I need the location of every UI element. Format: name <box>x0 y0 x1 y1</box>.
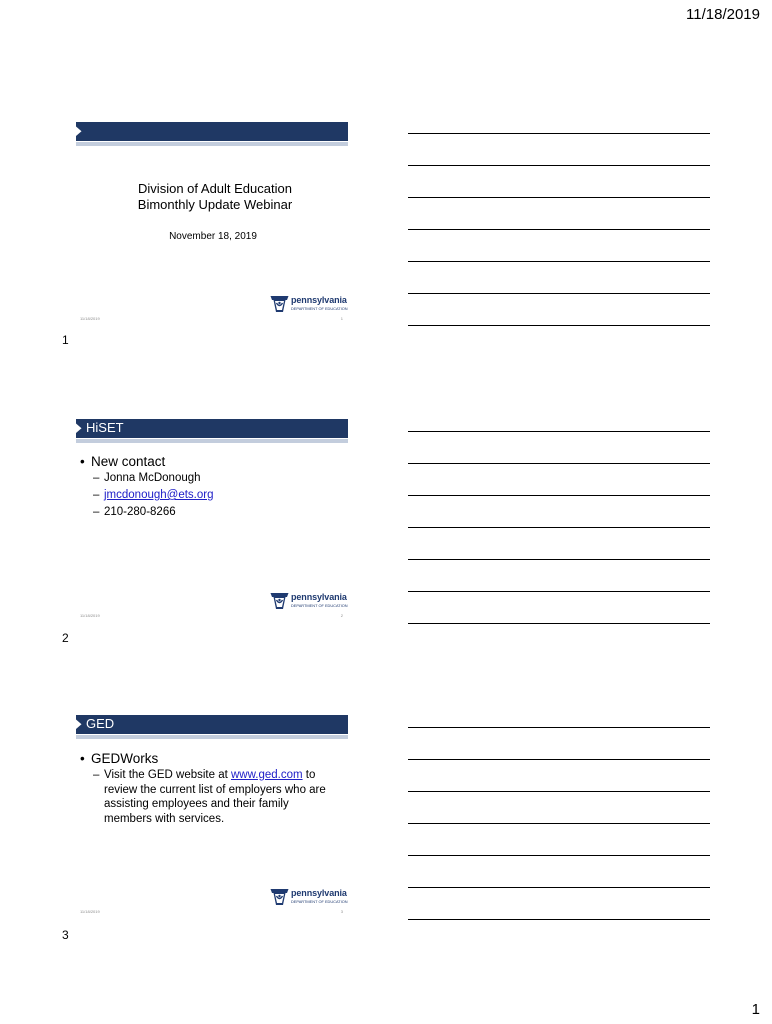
note-line <box>408 887 710 919</box>
pennsylvania-education-logo <box>270 295 348 313</box>
logo-tagline: DEPARTMENT OF EDUCATION <box>291 602 348 608</box>
pennsylvania-education-logo <box>270 592 348 610</box>
ged-website-link[interactable]: www.ged.com <box>230 769 303 781</box>
notes-lines <box>408 431 710 656</box>
note-line <box>408 325 710 357</box>
slide-label: 1 <box>62 333 69 347</box>
slide-title-line: Bimonthly Update Webinar <box>137 197 293 212</box>
keystone-icon <box>270 295 289 313</box>
note-line <box>408 293 710 325</box>
chevron-right-icon <box>76 717 82 732</box>
sub-item <box>93 504 342 521</box>
note-line <box>408 463 710 495</box>
bullet-item <box>80 750 342 767</box>
sub-text-after-link: to review the current list of employers who are assisting employees and their family members with services. <box>104 769 326 825</box>
pennsylvania-education-logo <box>270 888 348 906</box>
note-line <box>408 791 710 823</box>
bullet-list <box>80 750 342 826</box>
slide-header-bar <box>76 419 348 438</box>
keystone-icon <box>270 888 289 906</box>
note-line <box>408 823 710 855</box>
sub-item <box>93 470 342 487</box>
page-date: 11/18/2019 <box>686 6 760 23</box>
slide-header-bar <box>76 715 348 734</box>
slide-header-bar <box>76 122 348 141</box>
note-line <box>408 623 710 655</box>
dash-marker: – <box>93 506 100 518</box>
bullet-text: GEDWorks <box>91 751 159 766</box>
slide-label: 2 <box>62 631 69 645</box>
chevron-right-icon <box>76 124 82 139</box>
note-line <box>408 495 710 527</box>
slide-footer-number: 3 <box>340 909 343 914</box>
note-line <box>408 431 710 463</box>
contact-phone: 210-280-8266 <box>104 506 176 518</box>
dash-marker: – <box>93 769 100 781</box>
slide-footer-date: 11/18/2019 <box>80 909 100 914</box>
logo-tagline: DEPARTMENT OF EDUCATION <box>291 305 348 311</box>
bullet-text: New contact <box>91 454 166 469</box>
slide-title <box>79 181 351 213</box>
note-line <box>408 527 710 559</box>
dash-marker: – <box>93 472 100 484</box>
bullet-list <box>80 453 342 521</box>
slide-footer-number: 1 <box>340 316 343 321</box>
note-line <box>408 591 710 623</box>
contact-name: Jonna McDonough <box>104 472 201 484</box>
notes-lines <box>408 133 710 358</box>
keystone-icon <box>270 592 289 610</box>
chevron-right-icon <box>76 421 82 436</box>
dash-marker: – <box>93 489 100 501</box>
bullet-marker: • <box>80 454 85 469</box>
page-number: 1 <box>751 1001 760 1018</box>
slide-heading: HiSET <box>86 420 124 435</box>
slide-1 <box>76 118 348 322</box>
note-line <box>408 133 710 165</box>
note-line <box>408 165 710 197</box>
bullet-marker: • <box>80 751 85 766</box>
note-line <box>408 229 710 261</box>
note-line <box>408 759 710 791</box>
note-line <box>408 261 710 293</box>
slide-footer-date: 11/18/2019 <box>80 316 100 321</box>
slide-title-line: Division of Adult Education <box>138 181 292 196</box>
logo-wordmark: pennsylvania <box>291 592 347 602</box>
sub-item <box>93 487 342 504</box>
note-line <box>408 727 710 759</box>
sub-item-text <box>104 768 334 826</box>
slide-label: 3 <box>62 928 69 942</box>
slide-heading: GED <box>86 716 115 731</box>
slide-header-stripe <box>76 735 348 739</box>
bullet-item <box>80 453 342 470</box>
slide-footer-date: 11/18/2019 <box>80 613 100 618</box>
slide-2 <box>76 415 348 619</box>
slide-header-stripe <box>76 142 348 146</box>
slide-date: November 18, 2019 <box>169 231 257 242</box>
slide-3 <box>76 711 348 915</box>
logo-wordmark: pennsylvania <box>291 888 347 898</box>
note-line <box>408 197 710 229</box>
logo-tagline: DEPARTMENT OF EDUCATION <box>291 898 348 904</box>
contact-email-link[interactable]: jmcdonough@ets.org <box>104 489 214 501</box>
logo-wordmark: pennsylvania <box>291 295 347 305</box>
slide-footer-number: 2 <box>340 613 343 618</box>
note-line <box>408 919 710 951</box>
slide-header-stripe <box>76 439 348 443</box>
notes-lines <box>408 727 710 952</box>
note-line <box>408 855 710 887</box>
sub-item <box>93 768 342 826</box>
sub-text-before-link: Visit the GED website at <box>104 769 231 781</box>
note-line <box>408 559 710 591</box>
